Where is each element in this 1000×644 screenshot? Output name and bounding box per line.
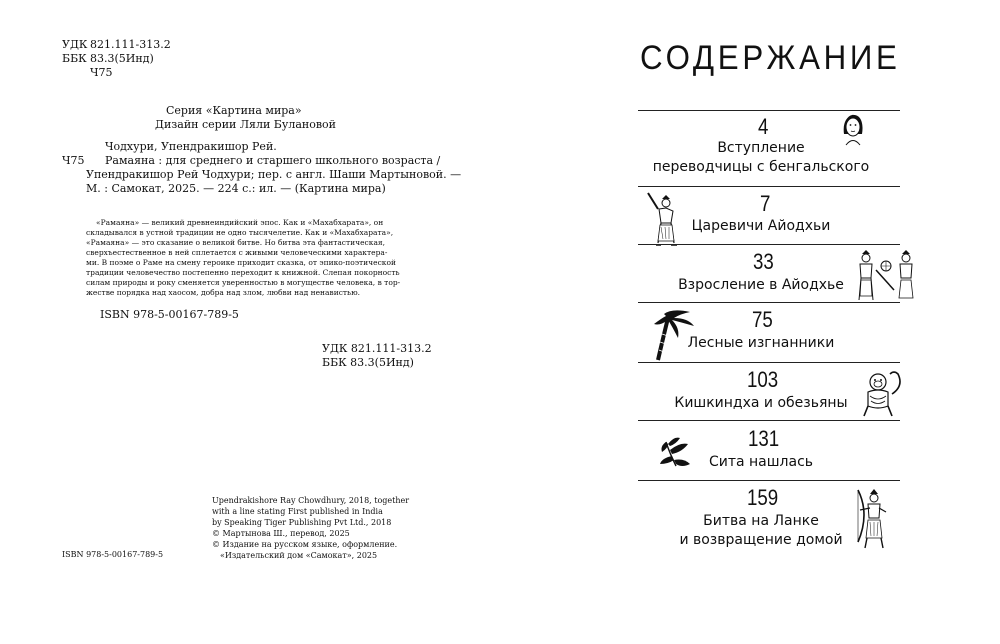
palm-tree-icon <box>650 304 696 362</box>
bbk-top-value: 83.3(5Инд) <box>90 52 154 65</box>
divider <box>638 420 900 421</box>
annotation-line: складывался в устной традиции не одно тысячелетие. Как и «Махабхарата», <box>86 228 394 237</box>
chapter-page-number: 75 <box>752 307 773 332</box>
series-line: Серия «Картина мира» <box>166 104 302 117</box>
biblio-line-2: Упендракишор Рей Чодхури; пер. с англ. Шаши Мартыновой. — <box>86 168 462 181</box>
divider <box>638 480 900 481</box>
udk-top-label: УДК <box>62 38 88 51</box>
biblio-line-1: Рамаяна : для среднего и старшего школьного возраста / <box>105 154 441 167</box>
udk-top-value: 821.111-313.2 <box>90 38 171 51</box>
divider <box>638 186 900 187</box>
chapter-title-line: Кишкиндха и обезьяны <box>674 395 848 411</box>
annotation-line: «Рамаяна» — это сказание о великой битве. Но битва эта фантастическая, <box>86 238 386 247</box>
biblio-line-3: М. : Самокат, 2025. — 224 с.: ил. — (Картина мира) <box>86 182 386 195</box>
chapter-page-number: 33 <box>753 249 774 274</box>
chapter-title <box>648 394 874 413</box>
annotation-line: «Рамаяна» — великий древнеиндийский эпос. Как и «Махабхарата», он <box>96 218 384 227</box>
chapter-title-line: Лесные изгнанники <box>687 335 835 351</box>
monkey-icon <box>858 368 906 420</box>
chapter-page-number: 103 <box>747 367 779 392</box>
isbn-bottom: ISBN 978-5-00167-789-5 <box>62 550 164 559</box>
chapter-title <box>652 512 870 550</box>
copyright-line: Upendrakishore Ray Chowdhury, 2018, together <box>212 496 410 505</box>
copyright-line: with a line stating First published in India <box>212 507 383 516</box>
copyright-line: by Speaking Tiger Publishing Pvt Ltd., 2018 <box>212 518 392 527</box>
chapter-title <box>652 276 870 295</box>
divider <box>638 110 900 111</box>
chapter-title-line: Царевичи Айодхьи <box>691 218 831 234</box>
bbk-bottom: ББК 83.3(5Инд) <box>322 356 414 369</box>
design-line: Дизайн серии Ляли Булановой <box>155 118 337 131</box>
divider <box>638 362 900 363</box>
copyright-line: © Мартынова Ш., перевод, 2025 <box>212 529 350 538</box>
chapter-page-number: 7 <box>760 191 771 216</box>
contents-heading: СОДЕРЖАНИЕ <box>640 39 901 77</box>
chapter-title-line: Взросление в Айодхье <box>678 277 844 293</box>
chapter-title-line: Сита нашлась <box>708 454 814 470</box>
chapter-title-line: переводчицы с бенгальского <box>652 159 870 175</box>
woman-portrait-icon <box>838 112 868 146</box>
plant-sprig-icon <box>656 432 696 472</box>
udk-bottom: УДК 821.111-313.2 <box>322 342 432 355</box>
chapter-title-line: Вступление <box>717 140 805 156</box>
prince-with-sword-icon <box>644 189 684 251</box>
annotation-line: силам природы и року сменяется уверенностью в могуществе человека, в тор- <box>86 278 401 287</box>
annotation-line: жестве порядка над хаосом, добра над злом, любви над ненавистью. <box>86 288 361 297</box>
author-heading: Чодхури, Упендракишор Рей. <box>105 140 277 153</box>
shelf-code: Ч75 <box>62 154 85 167</box>
annotation-line: ми. В поэме о Раме на смену героике приходит сказка, от эпико-поэтической <box>86 258 396 267</box>
divider <box>638 302 900 303</box>
chapter-title <box>652 217 870 236</box>
chapter-title-line: Битва на Ланке <box>703 513 819 529</box>
chapter-page-number: 159 <box>747 485 779 510</box>
copyright-block <box>212 495 409 561</box>
annotation <box>86 218 400 298</box>
annotation-line: сверхъестественное в ней сплетается с живыми человеческими характера- <box>86 248 388 257</box>
chapter-page-number: 4 <box>758 114 769 139</box>
chapter-title-line: и возвращение домой <box>679 532 843 548</box>
two-princes-icon <box>852 244 922 306</box>
isbn-mid: ISBN 978-5-00167-789-5 <box>100 308 239 321</box>
copyright-line: © Издание на русском языке, оформление. <box>212 540 398 549</box>
annotation-line: традиции человечество постепенно переходит к книжной. Слепая покорность <box>86 268 400 277</box>
copyright-line: «Издательский дом «Самокат», 2025 <box>220 551 378 560</box>
chapter-page-number: 131 <box>748 426 780 451</box>
archer-icon <box>850 486 894 550</box>
author-mark-top: Ч75 <box>90 66 113 79</box>
bbk-top-label: ББК <box>62 52 87 65</box>
